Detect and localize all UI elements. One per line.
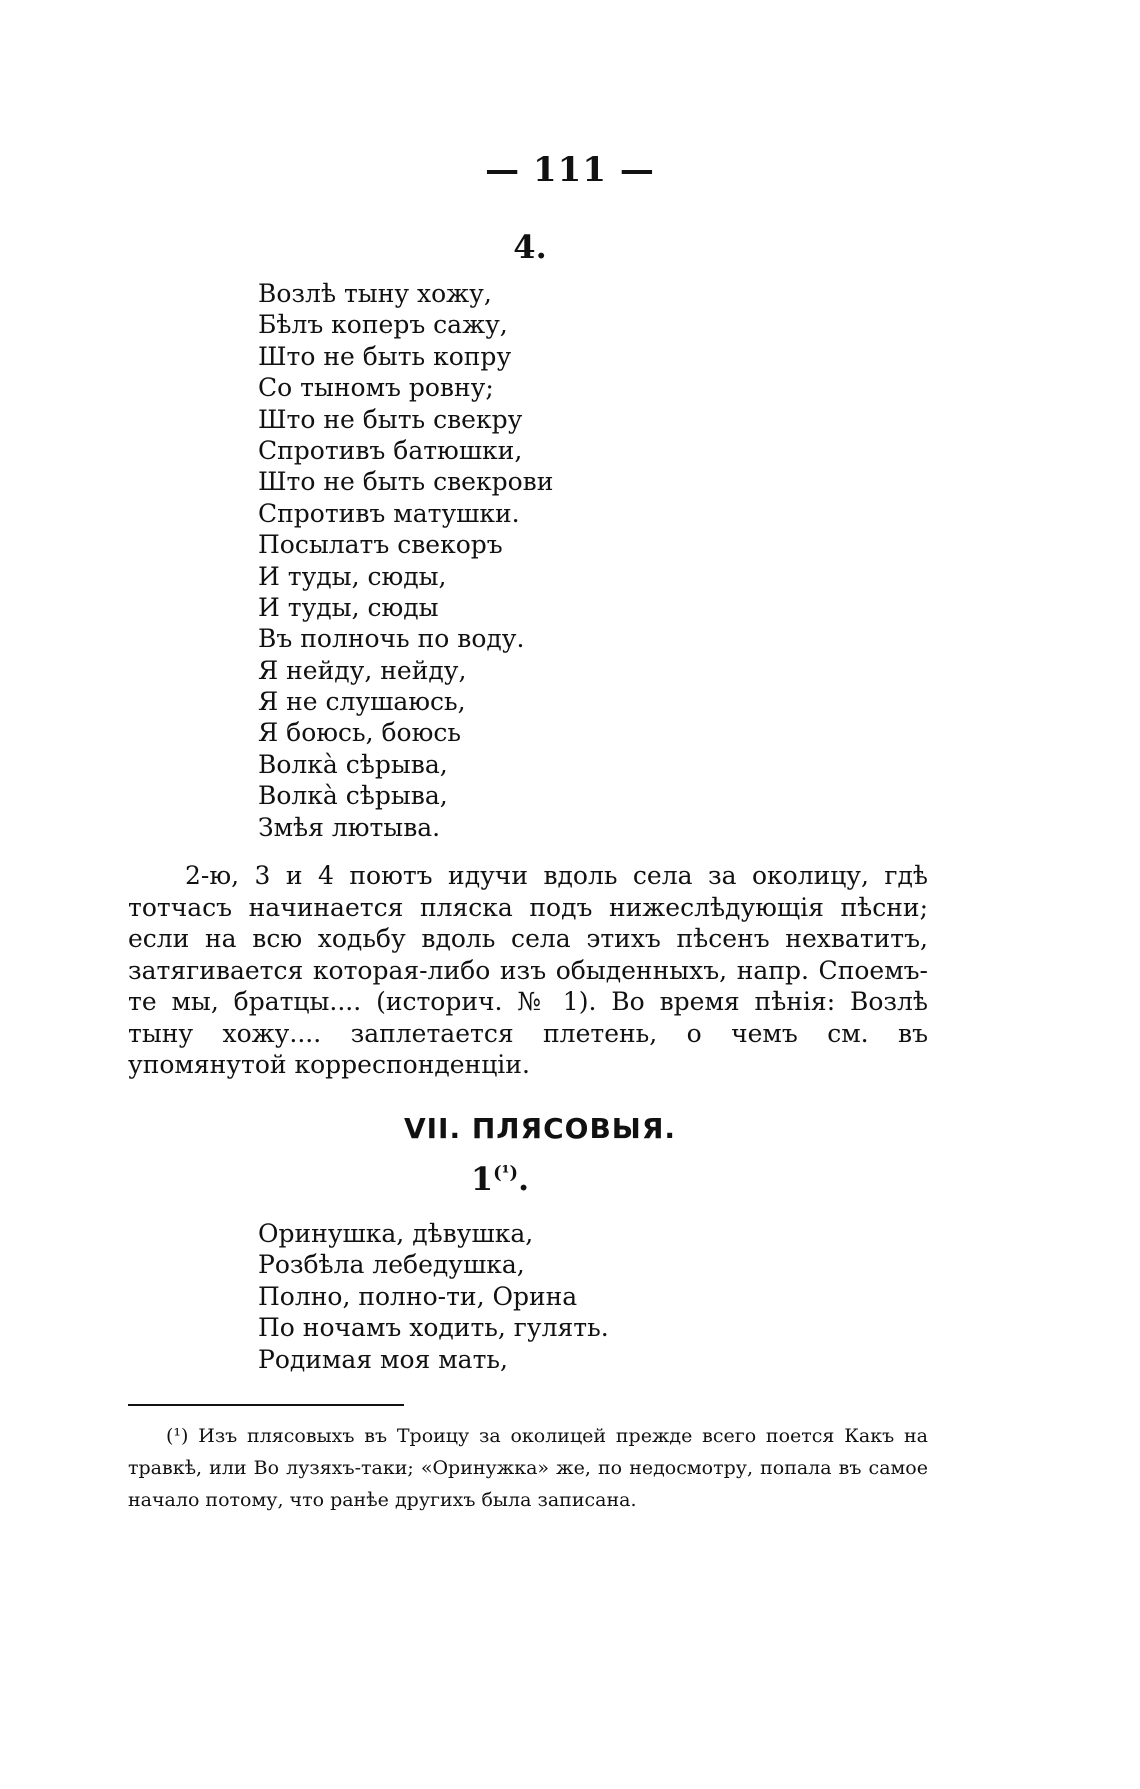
verse-line: Со тыномъ ровну; bbox=[258, 373, 494, 403]
verse-line: Я боюсь, боюсь bbox=[258, 718, 461, 748]
verse-line: И туды, сюды bbox=[258, 592, 439, 622]
song-1-verse bbox=[258, 1218, 609, 1375]
song-number-period: . bbox=[518, 1160, 530, 1198]
song-number-value: 1 bbox=[470, 1160, 494, 1198]
verse-line: Родимая моя мать, bbox=[258, 1344, 508, 1374]
verse-line: Я не слушаюсь, bbox=[258, 687, 466, 717]
footnote bbox=[128, 1420, 928, 1516]
footnote-marker: (¹) bbox=[166, 1425, 189, 1447]
verse-line: Што не быть свекрови bbox=[258, 467, 554, 497]
page-number: — 111 — bbox=[485, 150, 655, 190]
commentary-paragraph: 2-ю, 3 и 4 поютъ идучи вдоль села за околицу, гдѣ тотчасъ начинается пляска подъ нижеслѣдующія пѣсни; если на всю ходьбу вдоль села этихъ пѣсенъ нехватитъ, затягивается которая-либо изъ обыденныхъ, напр. Споемъ-те мы, братцы.... (историч. № 1). Во время пѣнія: Возлѣ тыну хожу.... заплетается плетень, о чемъ см. въ упомянутой корреспонденціи. bbox=[128, 861, 928, 1079]
song-number-1 bbox=[0, 1160, 1000, 1198]
verse-line: По ночамъ ходить, гулять. bbox=[258, 1313, 609, 1343]
verse-line: Волкà сѣрыва, bbox=[258, 781, 448, 811]
verse-line: Полно, полно-ти, Орина bbox=[258, 1281, 578, 1311]
verse-line: Спротивъ матушки. bbox=[258, 498, 520, 528]
verse-line: Возлѣ тыну хожу, bbox=[258, 279, 492, 308]
verse-line: Бѣлъ коперъ сажу, bbox=[258, 310, 508, 340]
footnote-reference: (¹) bbox=[493, 1162, 519, 1184]
song-4-verse bbox=[258, 278, 553, 843]
section-heading: VII. ПЛЯСОВЫЯ. bbox=[403, 1112, 677, 1145]
verse-line: Змѣя лютыва. bbox=[258, 812, 441, 842]
verse-line: Што не быть свекру bbox=[258, 404, 523, 434]
verse-line: Въ полночь по воду. bbox=[258, 624, 525, 654]
footnote-divider bbox=[128, 1404, 404, 1406]
verse-line: Волкà сѣрыва, bbox=[258, 749, 448, 779]
verse-line: Оринушка, дѣвушка, bbox=[258, 1219, 534, 1248]
verse-line: Спротивъ батюшки, bbox=[258, 435, 523, 465]
footnote-text: Изъ плясовыхъ въ Троицу за околицей прежде всего поется Какъ на травкѣ, или Во лузяхъ-таки; «Оринужка» же, по недосмотру, попала въ самое начало потому, что ранѣе другихъ была записана. bbox=[128, 1425, 928, 1511]
song-number-4: 4. bbox=[513, 228, 547, 266]
verse-line: Розбѣла лебедушка, bbox=[258, 1250, 525, 1280]
verse-line: И туды, сюды, bbox=[258, 561, 447, 591]
verse-line: Я нейду, нейду, bbox=[258, 655, 467, 685]
verse-line: Посылатъ свекоръ bbox=[258, 530, 503, 560]
verse-line: Што не быть копру bbox=[258, 341, 512, 371]
